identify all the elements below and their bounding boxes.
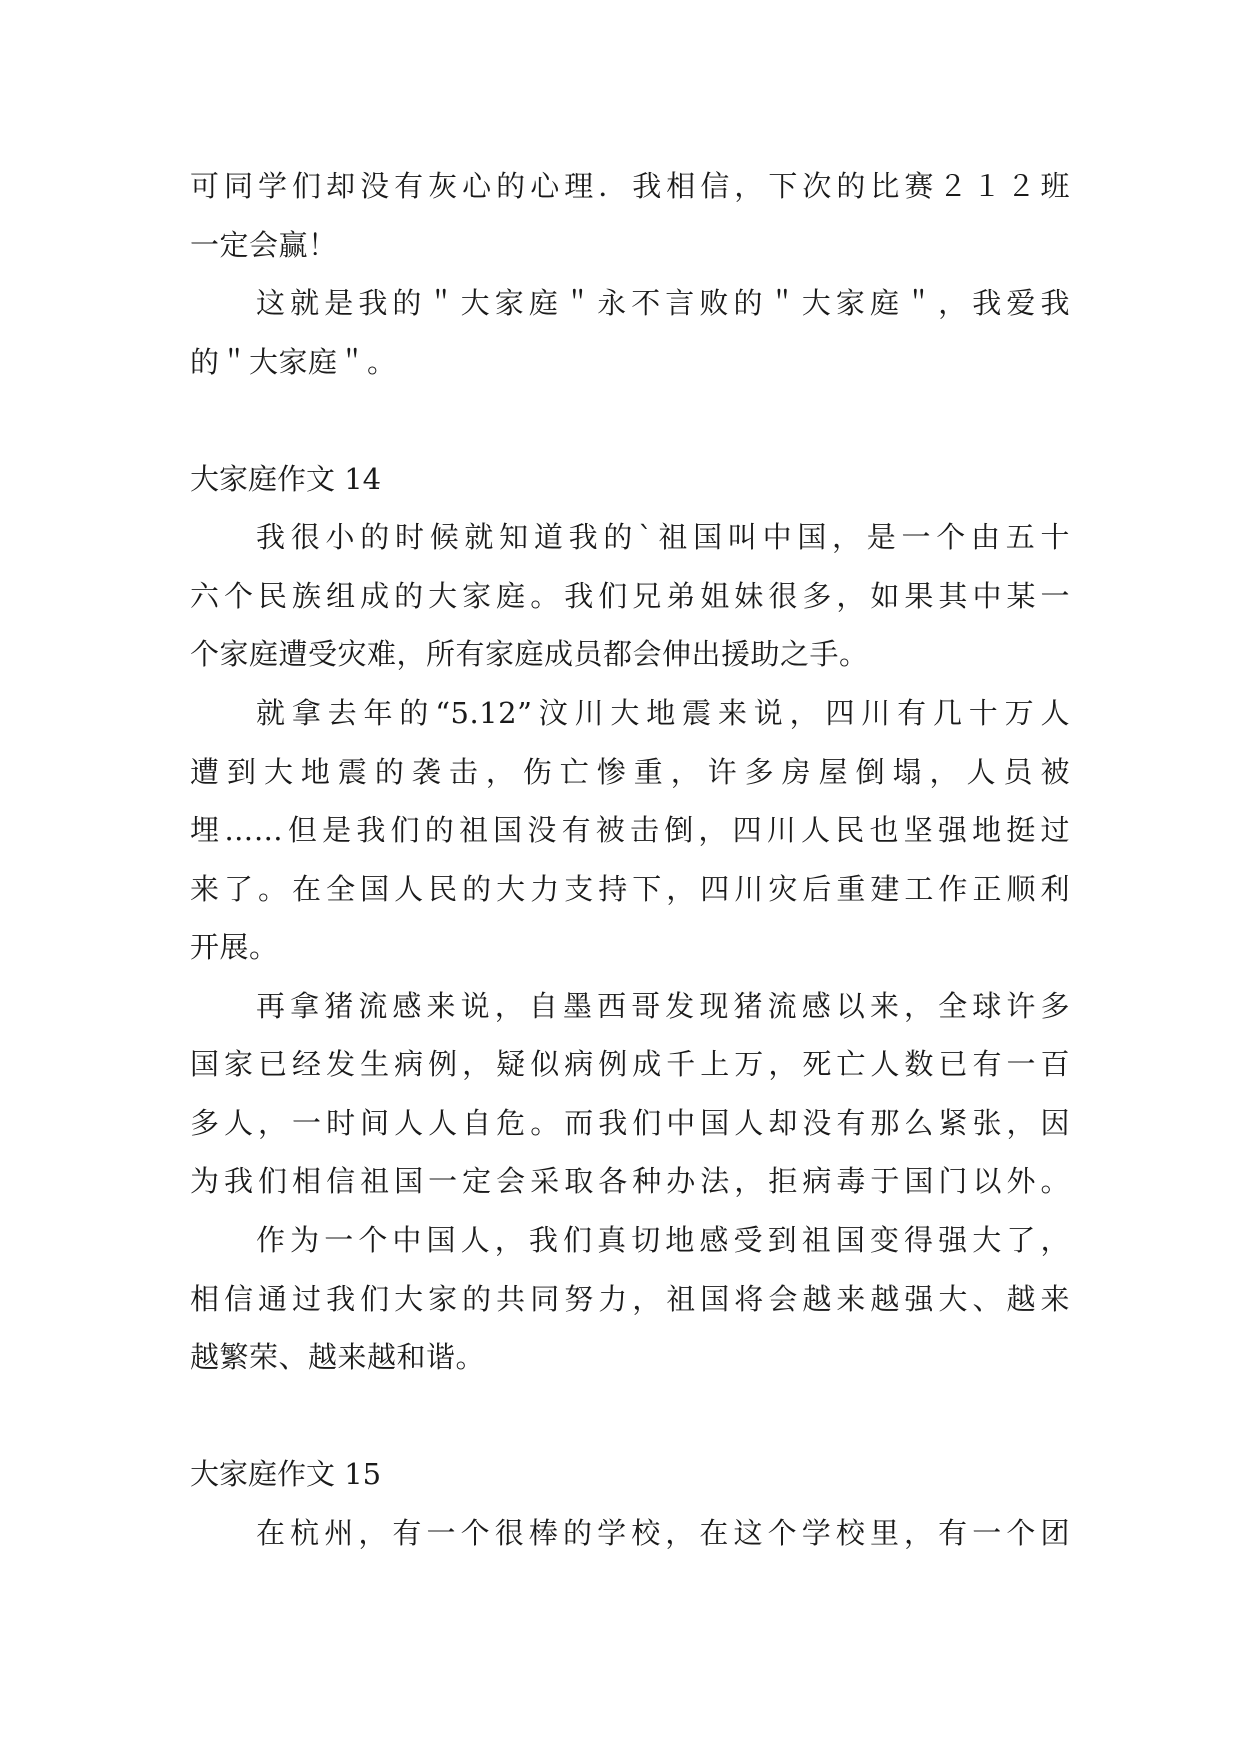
paragraph-line: 埋……但是我们的祖国没有被击倒，四川人民也坚强地挺过 — [190, 813, 1070, 847]
section-heading: 大家庭作文 14 — [190, 462, 382, 496]
paragraph-line: 的＂大家庭＂。 — [190, 345, 397, 379]
paragraph-line: 开展。 — [190, 930, 279, 964]
paragraph-line: 再拿猪流感来说，自墨西哥发现猪流感以来，全球许多 — [256, 989, 1070, 1023]
paragraph-line: 相信通过我们大家的共同努力，祖国将会越来越强大、越来 — [190, 1282, 1070, 1316]
paragraph-line: 多人，一时间人人自危。而我们中国人却没有那么紧张，因 — [190, 1106, 1070, 1140]
paragraph-line: 个家庭遭受灾难，所有家庭成员都会伸出援助之手。 — [190, 637, 869, 671]
paragraph-line: 一定会赢！ — [190, 228, 338, 262]
paragraph-line: 为我们相信祖国一定会采取各种办法，拒病毒于国门以外。 — [190, 1164, 1070, 1198]
paragraph-line: 我很小的时候就知道我的`祖国叫中国，是一个由五十 — [256, 520, 1070, 554]
section-heading: 大家庭作文 15 — [190, 1457, 382, 1491]
paragraph-line: 来了。在全国人民的大力支持下，四川灾后重建工作正顺利 — [190, 872, 1070, 906]
paragraph-line: 作为一个中国人，我们真切地感受到祖国变得强大了， — [256, 1223, 1070, 1257]
paragraph-line: 这就是我的＂大家庭＂永不言败的＂大家庭＂，我爱我 — [256, 286, 1070, 320]
paragraph-line: 六个民族组成的大家庭。我们兄弟姐妹很多，如果其中某一 — [190, 579, 1070, 613]
paragraph-line: 遭到大地震的袭击，伤亡惨重，许多房屋倒塌，人员被 — [190, 755, 1070, 789]
paragraph-line: 在杭州，有一个很棒的学校，在这个学校里，有一个团 — [256, 1516, 1070, 1550]
paragraph-line: 国家已经发生病例，疑似病例成千上万，死亡人数已有一百 — [190, 1047, 1070, 1081]
paragraph-line: 越繁荣、越来越和谐。 — [190, 1340, 486, 1374]
paragraph-line: 就拿去年的“5.12”汶川大地震来说，四川有几十万人 — [256, 696, 1070, 730]
paragraph-line: 可同学们却没有灰心的心理．我相信，下次的比赛２１２班 — [190, 169, 1070, 203]
